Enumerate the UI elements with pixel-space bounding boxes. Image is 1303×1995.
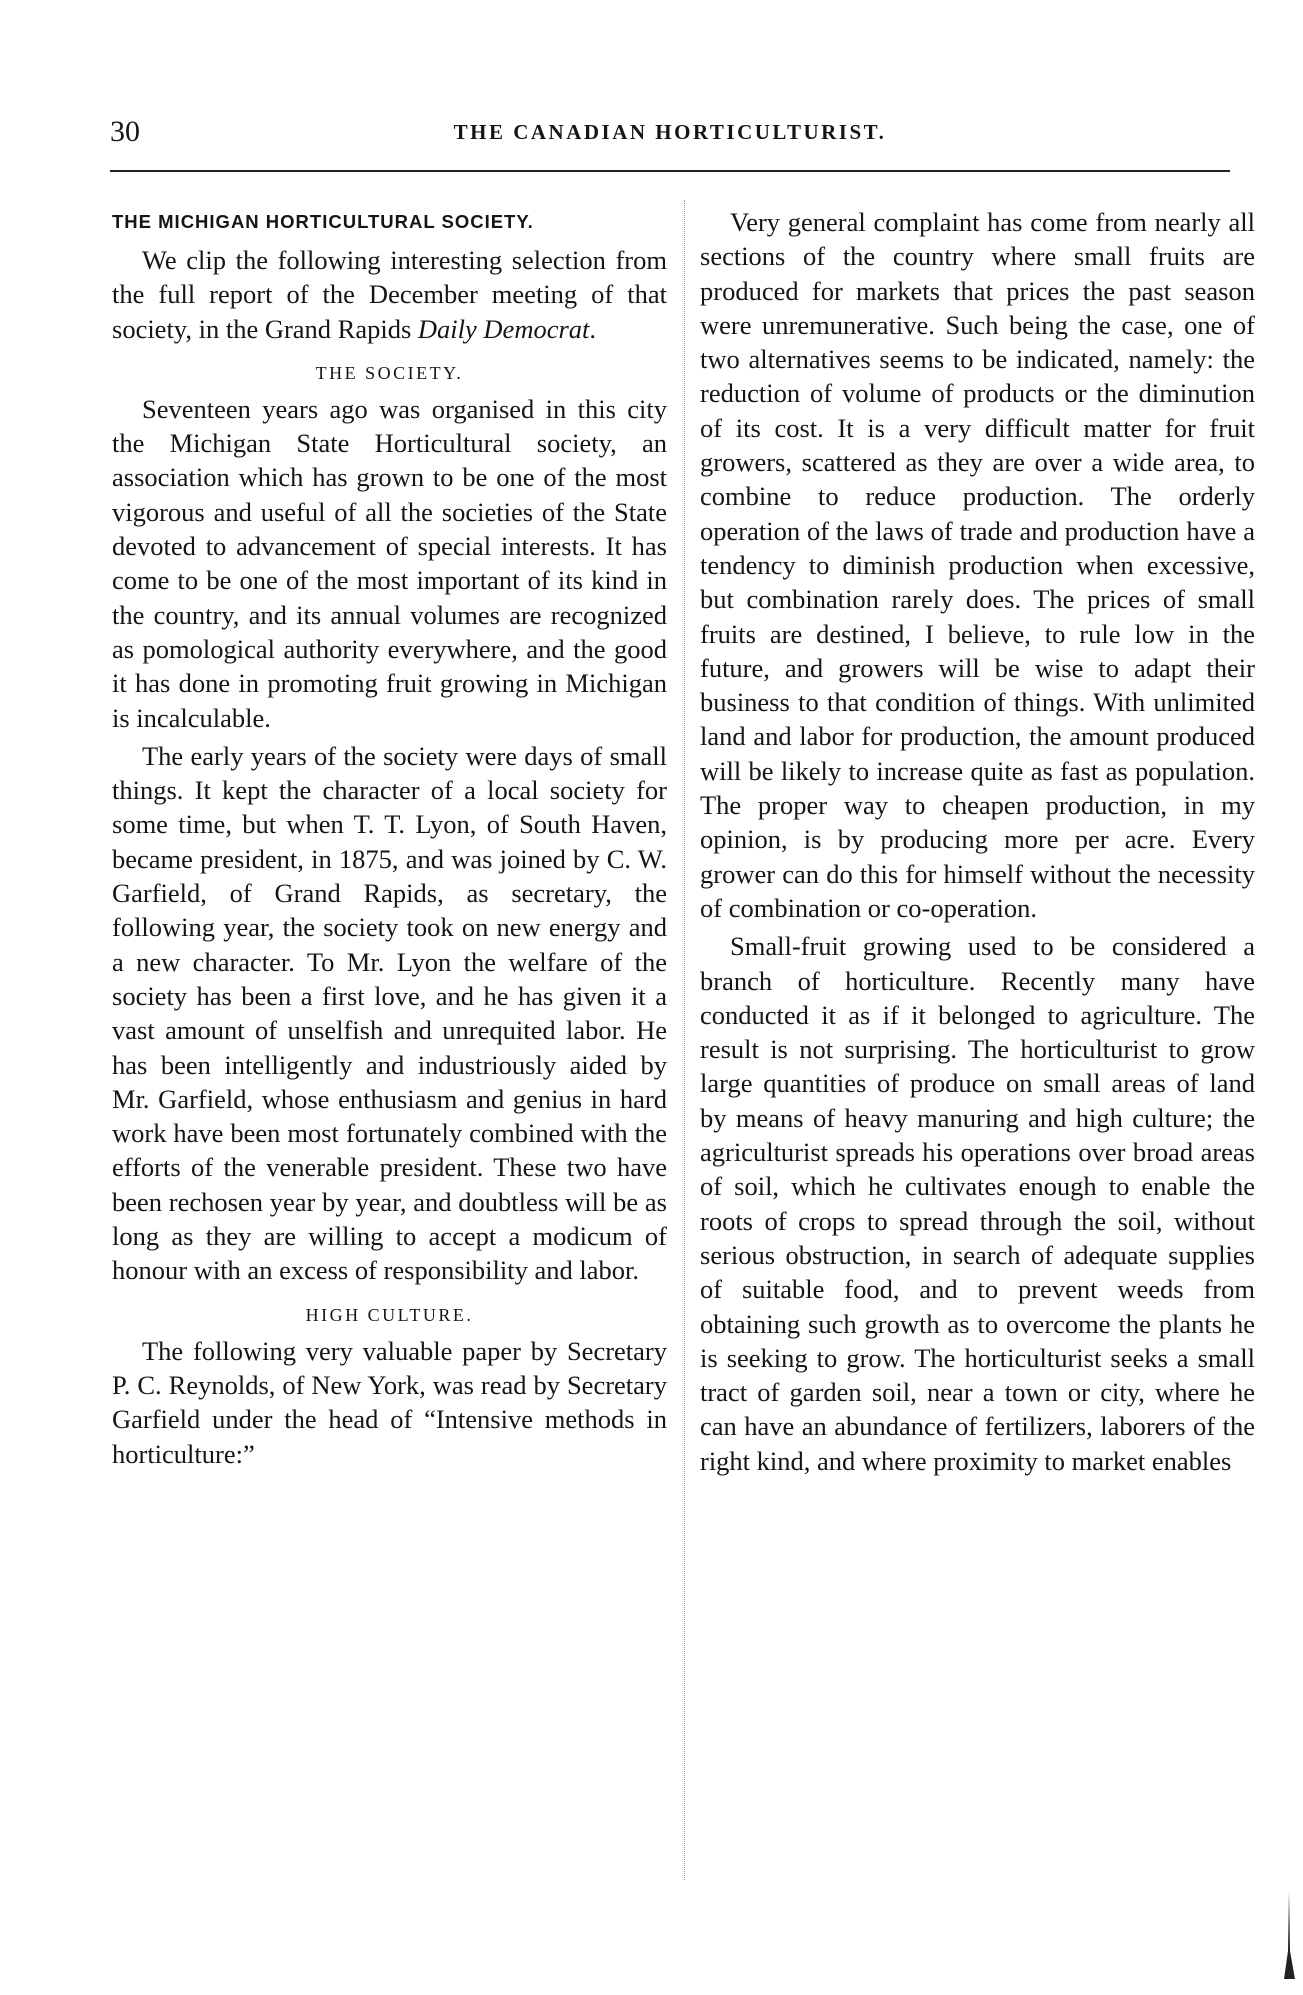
intro-paragraph <box>112 243 667 346</box>
intro-end: . <box>589 313 597 344</box>
intro-text: We clip the following interesting selection from the full report of the December meeting of that society, in the Grand Rapids <box>112 245 667 344</box>
society-paragraph-2: The early years of the society were days of small things. It kept the character of a local society for some time, but when T. T. Lyon, of South Haven, became president, in 1875, and was joined by C. W. Garfield, of Grand Rapids, as secretary, the following year, the society took on new energy and a new character. To Mr. Lyon the welfare of the society has been a first love, and he has given it a vast amount of unselfish and unrequited labor. He has been intelligently and industriously aided by Mr. Garfield, whose enthusiasm and genius in hard work have been most fortunately combined with the efforts of the venerable president. These two have been rechosen year by year, and doubtless will be as long as they are willing to accept a modicum of honour with an excess of responsibility and labor. <box>112 740 667 1286</box>
header-rule <box>110 170 1230 172</box>
subhead-high-culture: HIGH CULTURE. <box>305 1304 474 1325</box>
society-paragraph-1: Seventeen years ago was organised in this city the Michigan State Horticultural society, an association which has grown to be one of the most vigorous and useful of all the societies of the State devoted to advancement of special interests. It has come to be one of the most important of its kind in the country, and its annual volumes are recognized as pomological authority everywhere, and the good it has done in promoting fruit growing in Michigan is incalculable. <box>112 393 667 733</box>
running-title: THE CANADIAN HORTICULTURIST. <box>453 120 887 144</box>
small-fruit-paragraph: Small-fruit growing used to be considered a branch of horticulture. Recently many have conducted it as if it belonged to agriculture. The result is not surprising. The horticulturist to grow large quantities of produce on small areas of land by means of heavy manuring and high culture; the agriculturist spreads his operations over broad areas of soil, which he cultivates enough to enable the roots of crops to spread through the soil, without serious obstruction, in search of adequate supplies of suitable food, and to prevent weeds from obtaining such growth as to overcome the plants he is seeking to grow. The horticulturist seeks a small tract of garden soil, near a town or city, where he can have an abundance of fertilizers, laborers of the right kind, and where proximity to market enables <box>700 931 1255 1476</box>
page-header <box>110 112 1230 152</box>
culture-paragraph: The following very valuable paper by Secretary P. C. Reynolds, of New York, was read by Secretary Garfield under the head of “Intensive methods in horticulture:” <box>112 1335 667 1469</box>
section-title: THE MICHIGAN HORTICULTURAL SOCIETY. <box>112 211 534 232</box>
right-column <box>700 205 1255 1482</box>
complaint-paragraph: Very general complaint has come from nearly all sections of the country where small fruits are produced for markets that prices the past season were unremunerative. Such being the case, one of two alternatives seems to be indicated, namely: the reduction of volume of products or the diminution of its cost. It is a very difficult matter for fruit growers, scattered as they are over a wide area, to combine to reduce production. The orderly operation of the laws of trade and production have a tendency to diminish production when excessive, but combination rarely does. The prices of small fruits are destined, I believe, to rule low in the future, and growers will be wise to adapt their business to that condition of things. With unlimited land and labor for production, the amount produced will be likely to increase quite as fast as population. The proper way to cheapen production, in my opinion, is by producing more per acre. Every grower can do this for himself without the necessity of combination or co-operation. <box>700 207 1255 923</box>
newspaper-title: Daily Democrat <box>417 313 590 344</box>
left-column <box>112 205 667 1475</box>
scan-edge-mark <box>1281 1891 1297 1981</box>
subhead-society: THE SOCIETY. <box>315 362 464 383</box>
column-divider <box>684 200 685 1880</box>
page-number: 30 <box>110 115 140 148</box>
